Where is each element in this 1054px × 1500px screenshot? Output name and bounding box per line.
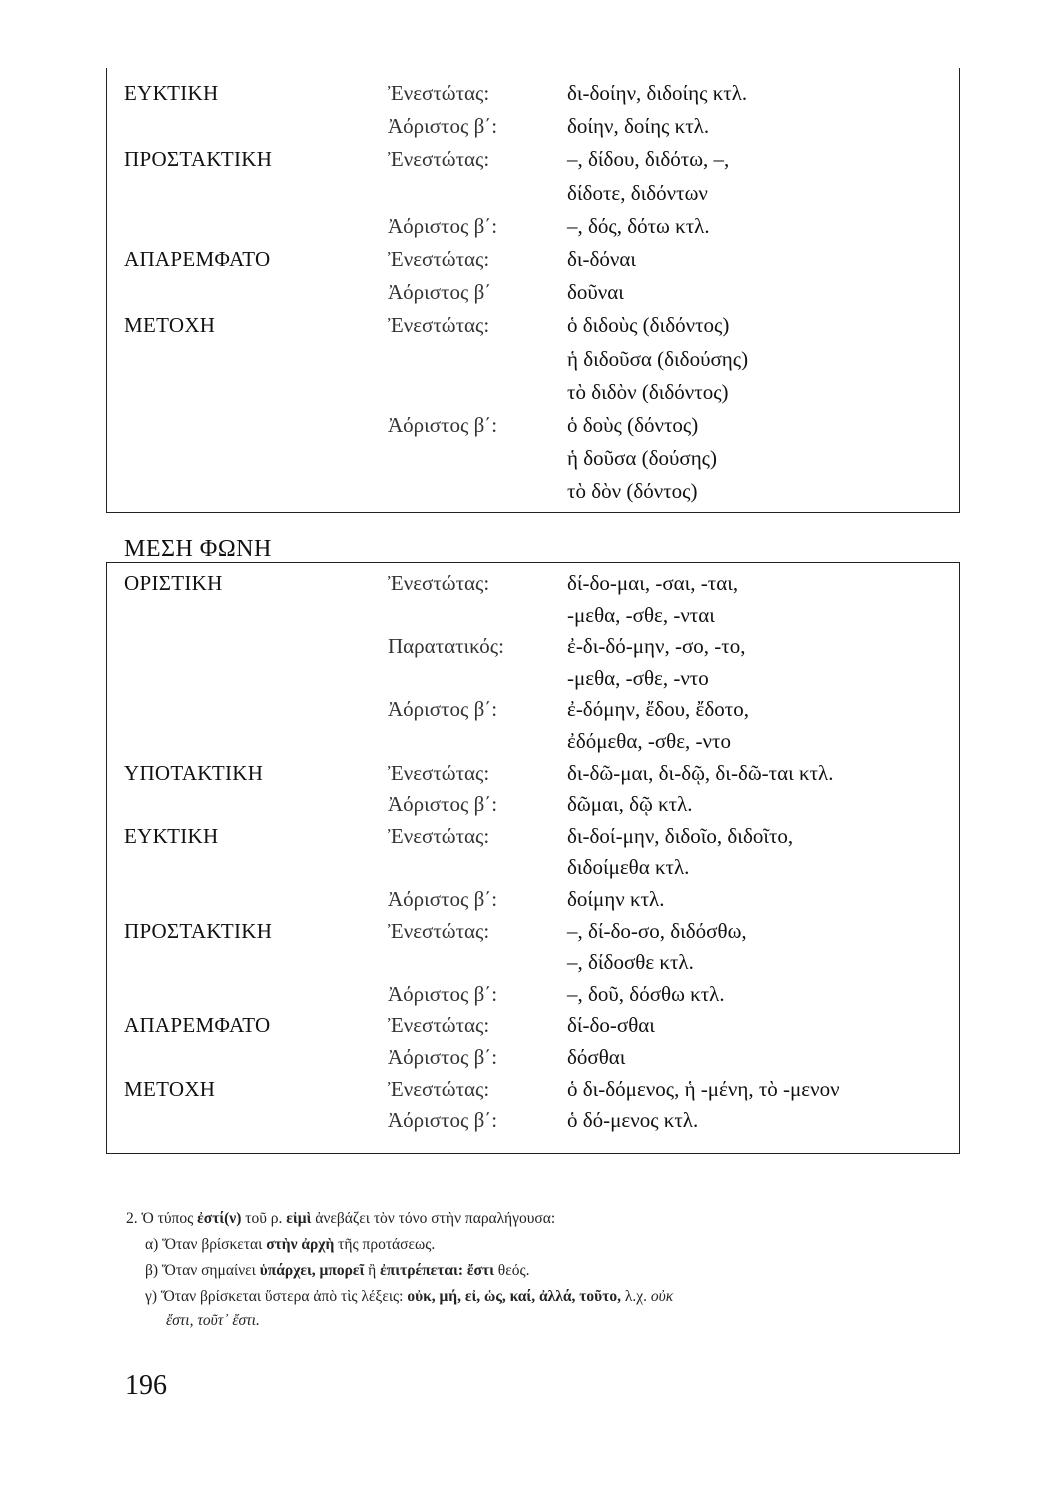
note-text: λ.χ. <box>620 1288 651 1305</box>
note-bold: οὐκ, μή, εἰ, ὡς, καί, ἀλλά, τοῦτο, <box>407 1288 621 1305</box>
note-2 <box>145 1234 435 1256</box>
note-text: θεός. <box>493 1262 530 1279</box>
verb-form: –, δός, δότω κτλ. <box>567 213 710 238</box>
verb-form: δι-δῶ-μαι, δι-δῷ, δι-δῶ-ται κτλ. <box>567 760 834 785</box>
tense-label: Ἐνεστώτας: <box>388 1013 490 1038</box>
mood-label: ΜΕΤΟΧΗ <box>124 313 216 338</box>
tense-label: Ἐνεστώτας: <box>388 81 490 105</box>
note-bold: ὑπάρχει, μπορεῖ <box>259 1262 365 1279</box>
tense-label: Ἀόριστος β΄: <box>388 1108 498 1133</box>
verb-form: δῶμαι, δῷ κτλ. <box>567 792 693 817</box>
mood-label: ΑΠΑΡΕΜΦΑΤΟ <box>124 1013 271 1038</box>
note-bold: ἐστί(ν) <box>197 1210 242 1227</box>
verb-form: -μεθα, -σθε, -νται <box>567 602 715 627</box>
tense-label: Ἐνεστώτας: <box>388 313 490 338</box>
mood-label: ΥΠΟΤΑΚΤΙΚΗ <box>124 760 264 785</box>
page-number: 196 <box>125 1370 167 1401</box>
note-text: β) Ὅταν σημαίνει <box>145 1262 260 1279</box>
verb-form: –, δοῦ, δόσθω κτλ. <box>567 981 725 1006</box>
verb-form: δοίην, δοίης κτλ. <box>567 114 710 139</box>
verb-form: –, δί-δο-σο, διδόσθω, <box>567 918 747 943</box>
verb-form: δι-δοίην, διδοίης κτλ. <box>567 81 748 105</box>
verb-form: ἐ-δόμην, ἔδου, ἔδοτο, <box>567 697 749 722</box>
note-text: τῆς προτάσεως. <box>334 1236 436 1253</box>
tense-label: Ἐνεστώτας: <box>388 823 490 848</box>
tense-label: Ἀόριστος β΄ <box>388 280 492 305</box>
verb-form: ὁ δό-μενος κτλ. <box>567 1108 699 1133</box>
verb-form: δι-δόναι <box>567 247 637 271</box>
note-text: α) Ὅταν βρίσκεται <box>145 1236 267 1253</box>
middle-conjugation-box <box>106 562 960 1154</box>
note-3 <box>145 1260 529 1282</box>
note-bold: ἐπιτρέπεται: ἔστι <box>380 1262 494 1279</box>
tense-label: Ἀόριστος β΄: <box>388 792 498 817</box>
verb-form: δί-δο-μαι, -σαι, -ται, <box>567 571 739 595</box>
verb-form: δι-δοί-μην, διδοῖο, διδοῖτο, <box>567 823 794 848</box>
tense-label: Ἀόριστος β΄: <box>388 114 498 139</box>
note-bold: στὴν ἀρχὴ <box>266 1236 335 1253</box>
verb-form: ἐδόμεθα, -σθε, -ντο <box>567 729 731 753</box>
mood-label: ΑΠΑΡΕΜΦΑΤΟ <box>124 247 271 271</box>
tense-label: Ἐνεστώτας: <box>388 1076 490 1101</box>
tense-label: Ἐνεστώτας: <box>388 247 490 271</box>
verb-form: δί-δο-σθαι <box>567 1013 655 1038</box>
note-text: 2. Ὁ τύπος <box>126 1210 198 1227</box>
note-italic: ἔστι, τοῦτ᾽ ἔστι. <box>166 1312 260 1329</box>
mood-label: ΜΕΤΟΧΗ <box>124 1076 216 1101</box>
note-4 <box>145 1286 673 1308</box>
tense-label: Ἀόριστος β΄: <box>388 1045 498 1069</box>
note-text: ἢ <box>364 1262 381 1279</box>
note-bold: εἰμὶ <box>286 1210 312 1227</box>
mood-label: ΠΡΟΣΤΑΚΤΙΚΗ <box>124 147 273 172</box>
mood-label: ΟΡΙΣΤΙΚΗ <box>124 571 223 595</box>
tense-label: Ἐνεστώτας: <box>388 571 490 595</box>
verb-form: -μεθα, -σθε, -ντο <box>567 665 709 690</box>
tense-label: Ἀόριστος β΄: <box>388 887 498 911</box>
tense-label: Ἐνεστώτας: <box>388 760 490 785</box>
tense-label: Ἐνεστώτας: <box>388 147 490 172</box>
verb-form: ὁ δι-δόμενος, ἡ -μένη, τὸ -μενον <box>567 1076 840 1101</box>
verb-form: ὁ δοὺς (δόντος) <box>567 413 699 437</box>
tense-label: Ἀόριστος β΄: <box>388 697 498 722</box>
verb-form: –, δίδοσθε κτλ. <box>567 950 694 975</box>
verb-form: δίδοτε, διδόντων <box>567 180 708 205</box>
verb-form: ὁ διδοὺς (διδόντος) <box>567 313 730 338</box>
active-conjugation-box <box>106 68 960 513</box>
tense-label: Ἐνεστώτας: <box>388 918 490 943</box>
note-text: τοῦ ρ. <box>241 1210 287 1227</box>
mood-label: ΕΥΚΤΙΚΗ <box>124 81 219 105</box>
verb-form: ἡ δοῦσα (δούσης) <box>567 446 717 471</box>
tense-label: Ἀόριστος β΄: <box>388 413 498 437</box>
verb-form: ἐ-δι-δό-μην, -σο, -το, <box>567 634 746 659</box>
mood-label: ΕΥΚΤΙΚΗ <box>124 823 219 848</box>
verb-form: ἡ διδοῦσα (διδούσης) <box>567 346 749 371</box>
note-1 <box>126 1208 555 1230</box>
note-text: ἀνεβάζει τὸν τόνο στὴν παραλήγουσα: <box>311 1210 556 1227</box>
tense-label: Ἀόριστος β΄: <box>388 981 498 1006</box>
verb-form: τὸ δὸν (δόντος) <box>567 479 698 504</box>
tense-label: Ἀόριστος β΄: <box>388 213 498 238</box>
verb-form: –, δίδου, διδότω, –, <box>567 147 730 172</box>
verb-form: δοῦναι <box>567 280 624 305</box>
note-text: γ) Ὅταν βρίσκεται ὕστερα ἀπὸ τὶς λέξεις: <box>145 1288 408 1305</box>
section-title: ΜΕΣΗ ΦΩΝΗ <box>124 536 272 562</box>
verb-form: δοίμην κτλ. <box>567 887 665 911</box>
tense-label: Παρατατικός: <box>388 634 504 659</box>
note-5 <box>166 1310 260 1332</box>
note-italic: οὐκ <box>650 1288 674 1305</box>
verb-form: διδοίμεθα κτλ. <box>567 855 690 880</box>
verb-form: δόσθαι <box>567 1045 626 1069</box>
verb-form: τὸ διδὸν (διδόντος) <box>567 379 729 404</box>
mood-label: ΠΡΟΣΤΑΚΤΙΚΗ <box>124 918 273 943</box>
